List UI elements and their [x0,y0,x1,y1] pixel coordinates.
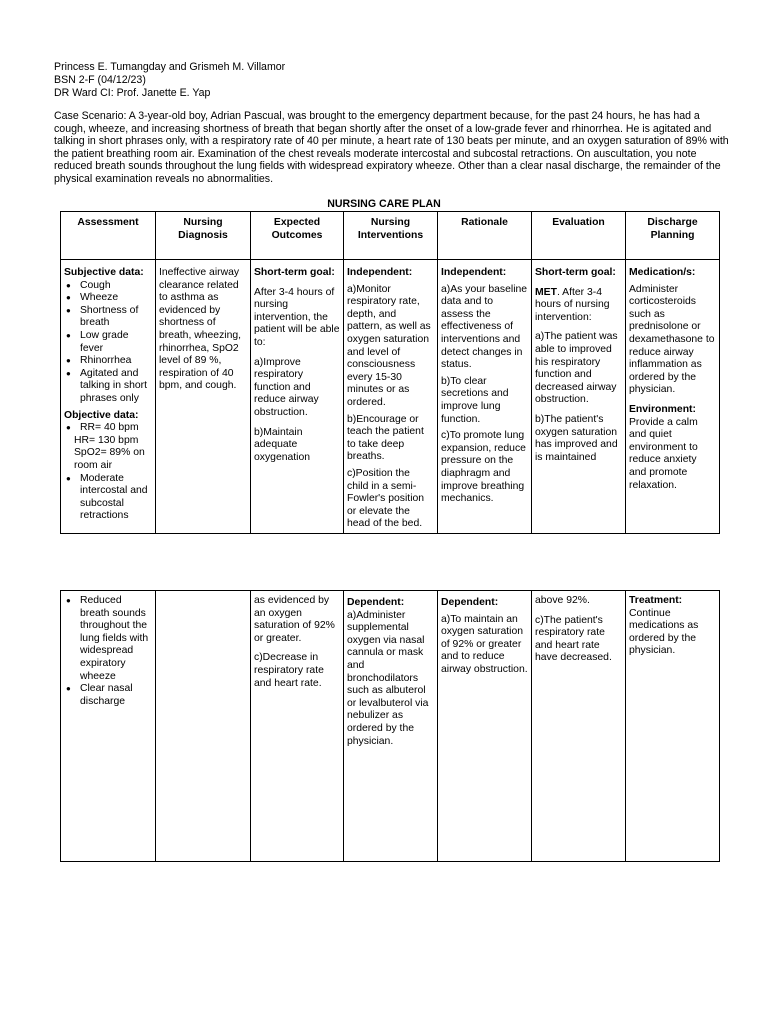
list-item: ● Moderate intercostal and subcostal retractions [80,473,152,523]
medications-text: Administer corticosteroids such as prednisolone or dexamethasone to reduce airway inflammation as ordered by the physician. [629,283,715,396]
subjective-list [64,280,152,406]
section-line: BSN 2-F (04/12/23) [54,74,146,86]
treatment-text: Continue medications as ordered by the physician. [629,607,699,657]
list-item: ● Rhinorrhea [80,355,152,368]
assessment-list [64,595,152,708]
outcome-b: b)Maintain adequate oxygenation [254,426,311,463]
col-header-rationale: Rationale [438,212,532,260]
independent-label: Independent: [347,267,413,278]
list-item: ● RR= 40 bpm [80,422,152,435]
outcome-c: c)Decrease in respiratory rate and heart rate. [254,652,324,689]
nursing-diagnosis-cell [156,591,251,862]
authors-line: Princess E. Tumangday and Grismeh M. Villamor [54,61,286,73]
rationale-a: a)As your baseline data and to assess the effectiveness of interventions and detect changes in status. [441,283,528,371]
table-row [61,591,720,862]
care-plan-table-page-2 [60,590,720,862]
list-item: ● Clear nasal discharge [80,683,152,708]
clinical-instructor-line: DR Ward CI: Prof. Janette E. Yap [54,87,211,99]
plan-title: NURSING CARE PLAN [327,198,441,210]
objective-label: Objective data: [64,409,139,421]
rationale-cell [438,260,532,534]
intervention-a: a)Administer supplemental oxygen via nasal cannula or mask and bronchodilators such as albuterol or levalbuterol via nebulizer as ordered by the physician. [347,609,429,747]
list-item: ● Shortness of breath [80,305,152,330]
discharge-planning-cell [626,591,720,862]
environment-label: Environment: [629,403,696,415]
outcome-b-continued: as evidenced by an oxygen saturation of 92% or greater. [254,595,335,644]
case-scenario: Case Scenario: A 3-year-old boy, Adrian Pascual, was brought to the emergency department because, for the past 24 hours, he has had a cough, wheeze, and increasing shortness of breath that began shortly after the onset of a low-grade fever and rhinorrhea. He is agitated and talking in short phrases only, with a respiratory rate of 40 per minute, a heart rate of 130 beats per minute, and an oxygen saturation of 89% with the patient breathing room air. Examination of the chest reveals moderate intercostal and subcostal retractions. On auscultation, you note reduced breath sounds throughout the lung fields with widespread expiratory wheeze. Other than a clear nasal discharge, the remainder of the physical examination reveals no abnormalities. [54,110,729,185]
list-item: ● Wheeze [80,292,152,305]
met-label: MET [535,286,557,298]
table-row [61,260,720,534]
rationale-a: a)To maintain an oxygen saturation of 92% or greater and to reduce airway obstruction. [441,613,528,675]
short-term-goal-label: Short-term goal: [535,267,616,278]
objective-list [64,422,152,435]
rationale-c: c)To promote lung expansion, reduce pressure on the diaphragm and improve breathing mechanics. [441,430,526,505]
objective-line: SpO2= 89% on room air [74,447,145,471]
list-item: ● Agitated and talking in short phrases only [80,368,152,406]
intervention-b: b)Encourage or teach the patient to take deep breaths. [347,413,424,463]
assessment-cell [61,591,156,862]
objective-list-continued [64,473,152,523]
col-header-discharge-planning: Discharge Planning [626,212,720,260]
independent-label: Independent: [441,267,507,278]
evaluation-a: a)The patient was able to improved his respiratory function and decreased airway obstruction. [535,331,618,406]
list-item: ● Reduced breath sounds throughout the lung fields with widespread expiratory wheeze [80,595,152,683]
expected-outcomes-cell [251,260,344,534]
objective-line: HR= 130 bpm [74,434,139,446]
evaluation-b-continued: above 92%. [535,595,590,606]
medications-label: Medication/s: [629,267,696,278]
nursing-diagnosis-cell: Ineffective airway clearance related to asthma as evidenced by shortness of breath, wheezing, rhinorrhea, SpO2 level of 89 %, respiration of 40 bpm, and cough. [156,260,251,534]
treatment-label: Treatment: [629,595,683,606]
list-item: ● Cough [80,280,152,293]
dependent-label: Dependent: [347,597,405,608]
evaluation-met-line [535,287,622,325]
expected-outcomes-cell [251,591,344,862]
dependent-label: Dependent: [441,597,499,608]
nursing-interventions-cell [344,591,438,862]
evaluation-cell [532,591,626,862]
rationale-cell [438,591,532,862]
col-header-nursing-diagnosis: Nursing Diagnosis [156,212,251,260]
evaluation-c: c)The patient's respiratory rate and heart rate have decreased. [535,614,612,664]
rationale-b: b)To clear secretions and improve lung function. [441,375,509,425]
table-header-row [61,212,720,260]
short-term-goal-label: Short-term goal: [254,267,335,278]
discharge-planning-cell [626,260,720,534]
list-item: ● Low grade fever [80,330,152,355]
col-header-evaluation: Evaluation [532,212,626,260]
col-header-assessment: Assessment [61,212,156,260]
nursing-interventions-cell [344,260,438,534]
met-rest: . After 3-4 hours of nursing intervention: [535,286,610,323]
intervention-c: c)Position the child in a semi-Fowler's position or elevate the head of the bed. [347,467,425,530]
outcome-a: a)Improve respiratory function and reduce airway obstruction. [254,356,319,418]
subjective-label: Subjective data: [64,267,144,278]
intervention-a: a)Monitor respiratory rate, depth, and pattern, as well as oxygen saturation and level of consciousness every 15-30 minutes or as ordered. [347,283,431,408]
col-header-nursing-interventions: Nursing Interventions [344,212,438,260]
environment-text: Provide a calm and quiet environment to reduce anxiety and promote relaxation. [629,416,698,491]
col-header-expected-outcomes: Expected Outcomes [251,212,344,260]
evaluation-cell [532,260,626,534]
outcomes-intro: After 3-4 hours of nursing intervention, the patient will be able to: [254,286,340,348]
document-header [54,61,734,100]
care-plan-table-page-1 [60,211,720,534]
evaluation-b: b)The patient's oxygen saturation has improved and is maintained [535,413,618,463]
assessment-cell [61,260,156,534]
